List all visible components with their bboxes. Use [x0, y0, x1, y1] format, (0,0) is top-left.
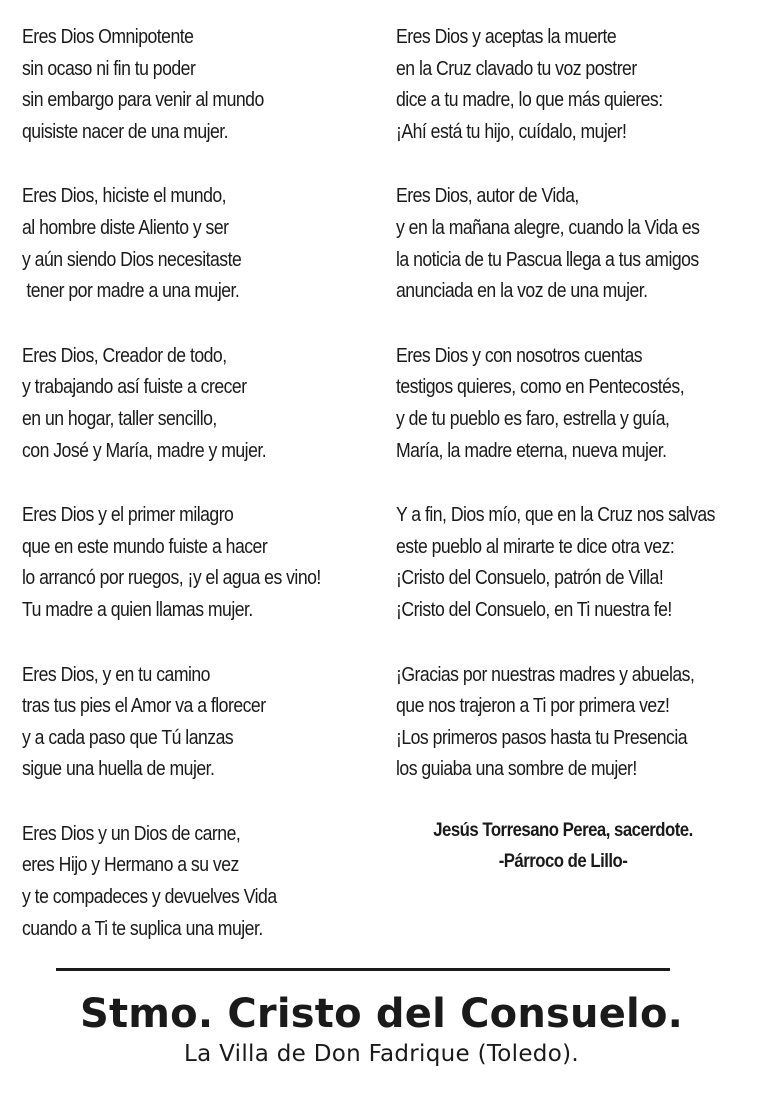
poem-line: y de tu pueblo es faro, estrella y guía, — [396, 406, 670, 430]
poem-line: sigue una huella de mujer. — [22, 757, 215, 781]
poem-line: quisiste nacer de una mujer. — [22, 119, 229, 143]
poem-left-column — [22, 21, 321, 977]
poem-line: eres Hijo y Hermano a su vez — [22, 853, 239, 877]
poem-line: lo arrancó por ruegos, ¡y el agua es vino! — [22, 566, 321, 590]
stanza — [396, 180, 715, 306]
poem-line: dice a tu madre, lo que más quieres: — [396, 88, 663, 112]
poem-line: en un hogar, taller sencillo, — [22, 406, 217, 430]
poem-line: Tu madre a quien llamas mujer. — [22, 597, 253, 621]
signature-block — [378, 815, 748, 877]
signature-role: -Párroco de Lillo- — [498, 850, 628, 872]
stanza — [22, 818, 321, 944]
poem-line: y aún siendo Dios necesitaste — [22, 247, 242, 271]
poem-line: anunciada en la voz de una mujer. — [396, 279, 648, 303]
poem-line: que nos trajeron a Ti por primera vez! — [396, 694, 670, 718]
poem-line: Eres Dios, y en tu camino — [22, 662, 210, 686]
poem-line: Eres Dios, hiciste el mundo, — [22, 184, 227, 208]
poem-right-column — [396, 21, 715, 818]
poem-line: Eres Dios, autor de Vida, — [396, 184, 579, 208]
poem-line: y trabajando así fuiste a crecer — [22, 375, 247, 399]
poem-line: Eres Dios y el primer milagro — [22, 503, 234, 527]
poem-line: ¡Gracias por nuestras madres y abuelas, — [396, 662, 695, 686]
stanza — [396, 21, 715, 147]
poem-line: cuando a Ti te suplica una mujer. — [22, 916, 263, 940]
poem-line: Eres Dios y un Dios de carne, — [22, 821, 241, 845]
poem-line: testigos quieres, como en Pentecostés, — [396, 375, 685, 399]
poem-line: al hombre diste Aliento y ser — [22, 215, 229, 239]
poem-line: sin embargo para venir al mundo — [22, 88, 264, 112]
poem-line: y en la mañana alegre, cuando la Vida es — [396, 215, 700, 239]
poem-line: Eres Dios y aceptas la muerte — [396, 25, 617, 48]
stanza — [22, 21, 321, 147]
poem-line: este pueblo al mirarte te dice otra vez: — [396, 534, 675, 558]
poem-line: la noticia de tu Pascua llega a tus amigos — [396, 247, 699, 271]
poem-line: Eres Dios Omnipotente — [22, 25, 194, 48]
stanza — [396, 340, 715, 466]
poem-line: en la Cruz clavado tu voz postrer — [396, 56, 637, 80]
poem-line: los guiaba una sombre de mujer! — [396, 757, 637, 781]
poem-line: con José y María, madre y mujer. — [22, 438, 267, 462]
poem-line: ¡Cristo del Consuelo, patrón de Villa! — [396, 566, 664, 590]
stanza — [396, 499, 715, 625]
stanza — [22, 340, 321, 466]
stanza — [396, 659, 715, 785]
footer-subtitle: La Villa de Don Fadrique (Toledo). — [184, 1041, 579, 1067]
signature-author: Jesús Torresano Perea, sacerdote. — [433, 819, 693, 841]
poem-line: Y a fin, Dios mío, que en la Cruz nos salvas — [396, 503, 715, 527]
footer-divider — [56, 968, 670, 971]
poem-line: sin ocaso ni fin tu poder — [22, 56, 196, 80]
poem-line: y te compadeces y devuelves Vida — [22, 885, 277, 909]
poem-line: tener por madre a una mujer. — [22, 279, 240, 303]
poem-line: Eres Dios y con nosotros cuentas — [396, 343, 643, 367]
stanza — [22, 659, 321, 785]
footer-title: Stmo. Cristo del Consuelo. — [79, 991, 684, 1037]
poem-line: María, la madre eterna, nueva mujer. — [396, 438, 667, 462]
poem-line: ¡Los primeros pasos hasta tu Presencia — [396, 725, 688, 749]
poem-line: ¡Cristo del Consuelo, en Ti nuestra fe! — [396, 597, 672, 621]
poem-line: ¡Ahí está tu hijo, cuídalo, mujer! — [396, 119, 627, 143]
poem-line: Eres Dios, Creador de todo, — [22, 343, 227, 367]
poem-line: tras tus pies el Amor va a florecer — [22, 694, 266, 718]
stanza — [22, 180, 321, 306]
poem-line: que en este mundo fuiste a hacer — [22, 534, 268, 558]
poem-line: y a cada paso que Tú lanzas — [22, 725, 234, 749]
stanza — [22, 499, 321, 625]
